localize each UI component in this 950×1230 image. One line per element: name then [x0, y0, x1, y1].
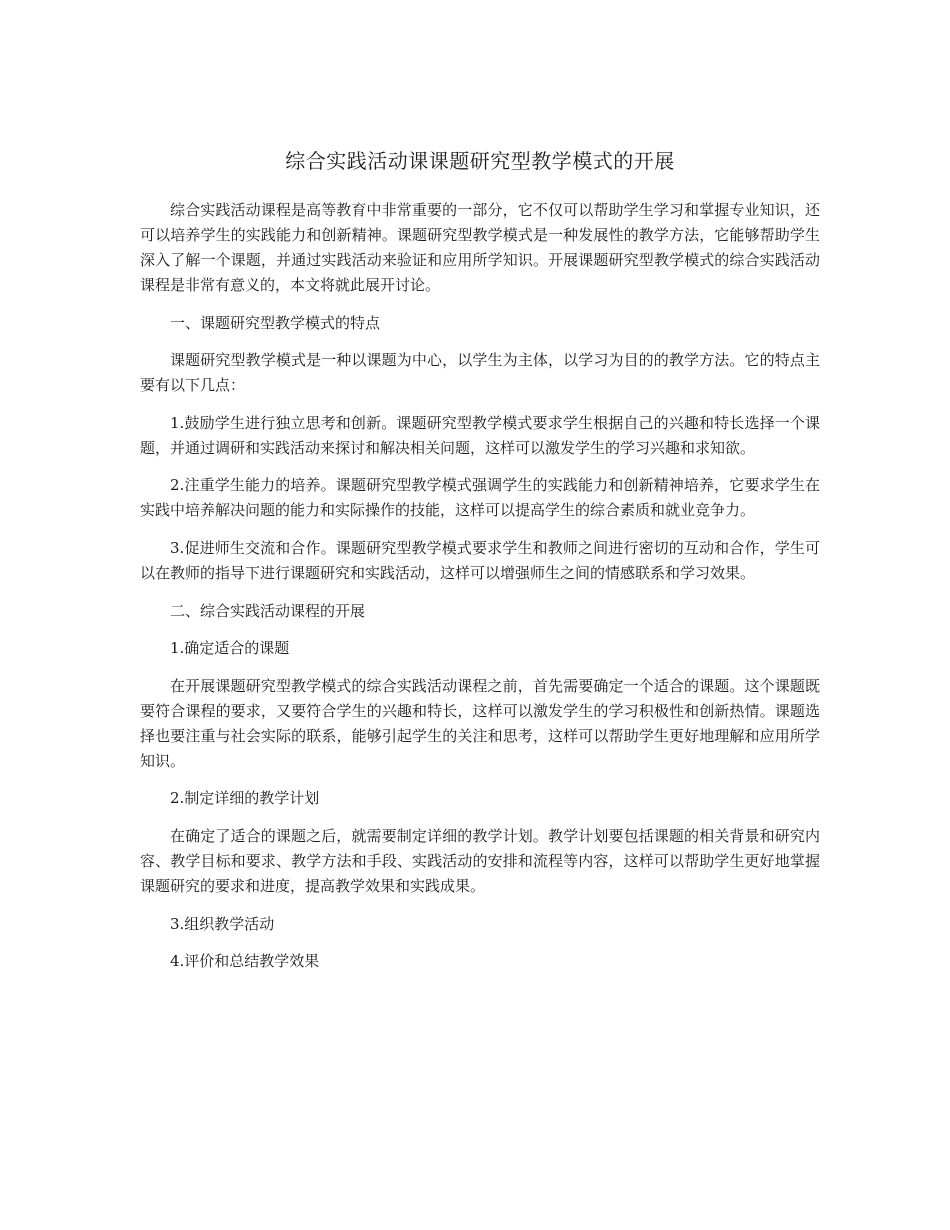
- document-body: [140, 198, 820, 987]
- subsection-4-heading: 4.评价和总结教学效果: [170, 952, 320, 971]
- section-1-heading: 一、课题研究型教学模式的特点: [170, 313, 381, 332]
- subsection-3-heading: 3.组织教学活动: [170, 914, 275, 933]
- subsection-1-text: 在开展课题研究型教学模式的综合实践活动课程之前，首先需要确定一个适合的课题。这个课题既要符合课程的要求，又要符合学生的兴趣和特长，这样可以激发学生的学习积极性和创新热情。课题选择也要注重与社会实际的联系，能够引起学生的关注和思考，这样可以帮助学生更好地理解和应用所学知识。: [140, 676, 820, 770]
- subsection-2-heading: 2.制定详细的教学计划: [170, 789, 320, 808]
- section-2-heading: 二、综合实践活动课程的开展: [170, 601, 366, 620]
- section-1-intro: 课题研究型教学模式是一种以课题为中心，以学生为主体，以学习为目的的教学方法。它的特点主要有以下几点：: [140, 351, 820, 395]
- intro-paragraph: 综合实践活动课程是高等教育中非常重要的一部分，它不仅可以帮助学生学习和掌握专业知识，还可以培养学生的实践能力和创新精神。课题研究型教学模式是一种发展性的教学方法，它能够帮助学生深入了解一个课题，并通过实践活动来验证和应用所学知识。开展课题研究型教学模式的综合实践活动课程是非常有意义的，本文将就此展开讨论。: [140, 201, 820, 294]
- subsection-1-heading: 1.确定适合的课题: [170, 639, 290, 658]
- section-1-point-3: 3.促进师生交流和合作。课题研究型教学模式要求学生和教师之间进行密切的互动和合作，学生可以在教师的指导下进行课题研究和实践活动，这样可以增强师生之间的情感联系和学习效果。: [140, 538, 820, 582]
- document-title: 综合实践活动课课题研究型教学模式的开展: [285, 149, 675, 173]
- section-1-point-1: 1.鼓励学生进行独立思考和创新。课题研究型教学模式要求学生根据自己的兴趣和特长选择一个课题，并通过调研和实践活动来探讨和解决相关问题，这样可以激发学生的学习兴趣和求知欲。: [140, 413, 820, 457]
- subsection-2-text: 在确定了适合的课题之后，就需要制定详细的教学计划。教学计划要包括课题的相关背景和研究内容、教学目标和要求、教学方法和手段、实践活动的安排和流程等内容，这样可以帮助学生更好地掌握课题研究的要求和进度，提高教学效果和实践成果。: [140, 826, 820, 895]
- section-1-point-2: 2.注重学生能力的培养。课题研究型教学模式强调学生的实践能力和创新精神培养，它要求学生在实践中培养解决问题的能力和实际操作的技能，这样可以提高学生的综合素质和就业竞争力。: [140, 476, 820, 520]
